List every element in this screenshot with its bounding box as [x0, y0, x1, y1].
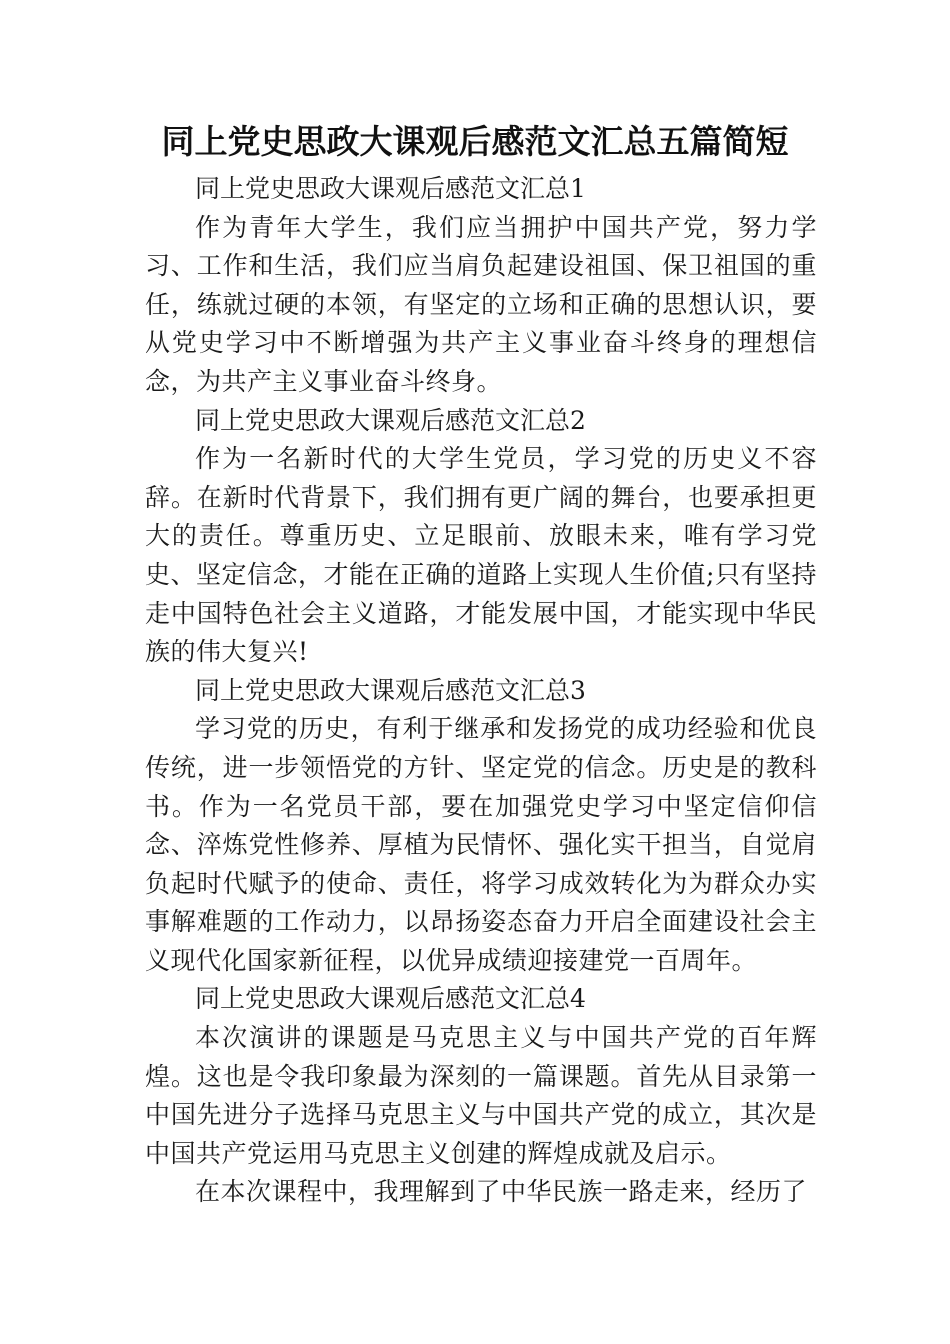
- body-paragraph: 学习党的历史，有利于继承和发扬党的成功经验和优良传统，进一步领悟党的方针、坚定党的信念。历史是的教科书。作为一名党员干部，要在加强党史学习中坚定信仰信念、淬炼党性修养、厚植为民情怀、强化实干担当，自觉肩负起时代赋予的使命、责任，将学习成效转化为为群众办实事解难题的工作动力，以昂扬姿态奋力开启全面建设社会主义现代化国家新征程，以优异成绩迎接建党一百周年。: [145, 714, 817, 975]
- document-title: 同上党史思政大课观后感范文汇总五篇简短: [161, 122, 789, 161]
- section-heading: 同上党史思政大课观后感范文汇总4: [195, 984, 586, 1014]
- body-paragraph: 作为一名新时代的大学生党员，学习党的历史义不容辞。在新时代背景下，我们拥有更广阔的舞台，也要承担更大的责任。尊重历史、立足眼前、放眼未来，唯有学习党史、坚定信念，才能在正确的道路上实现人生价值;只有坚持走中国特色社会主义道路，才能发展中国，才能实现中华民族的伟大复兴!: [145, 444, 817, 667]
- section-heading: 同上党史思政大课观后感范文汇总1: [195, 174, 586, 203]
- body-paragraph: 在本次课程中，我理解到了中华民族一路走来，经历了: [195, 1177, 808, 1207]
- document-body: [145, 170, 817, 1212]
- section-heading: 同上党史思政大课观后感范文汇总2: [195, 405, 586, 435]
- body-paragraph: 本次演讲的课题是马克思主义与中国共产党的百年辉煌。这也是令我印象最为深刻的一篇课题。首先从目录第一中国先进分子选择马克思主义与中国共产党的成立，其次是中国共产党运用马克思主义创建的辉煌成就及启示。: [145, 1023, 817, 1168]
- section-heading: 同上党史思政大课观后感范文汇总3: [195, 675, 586, 705]
- body-paragraph: 作为青年大学生，我们应当拥护中国共产党，努力学习、工作和生活，我们应当肩负起建设祖国、保卫祖国的重任，练就过硬的本领，有坚定的立场和正确的思想认识，要从党史学习中不断增强为共产主义事业奋斗终身的理想信念，为共产主义事业奋斗终身。: [145, 212, 817, 396]
